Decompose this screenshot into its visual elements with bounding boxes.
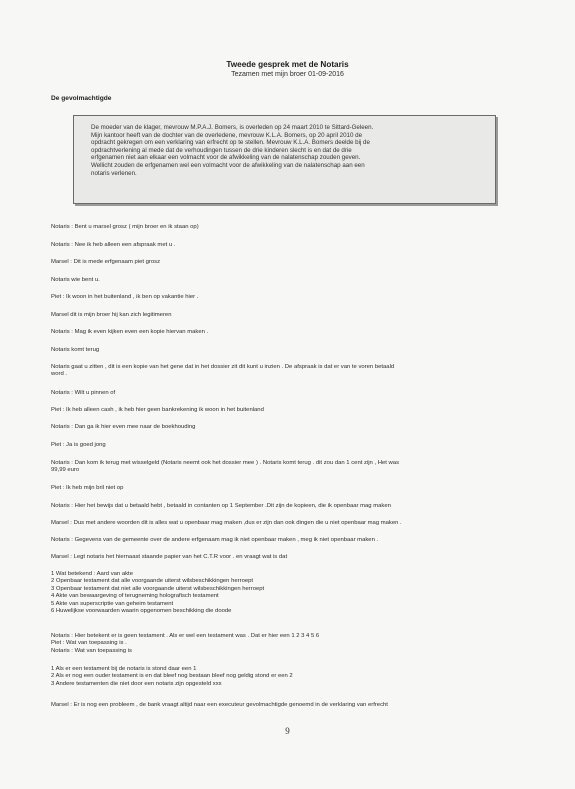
numbered-list: 1 Wat betekend : Aard van akte 2 Openbaar testament dat alle voorgaande uiterst wilsbeschikkingen herroept 3 Openbaar testament dat niet alle voorgaande uiterst wilsbeschikkingen herroept 4 Akte van bewaargeving of terugneming holografisch testament 5 Akte van superscriptie van geheim testament 6 Huwelijkse voorwaarden waarin opgenomen beschikking die doode xyxy=(51,571,265,615)
dialogue-line: Marsel : Er is nog een probleem , de bank vraagt altijd naar een executeur gevolmachtigde genoemd in de verklaring van erfrecht xyxy=(51,702,388,708)
dialogue-line: Notaris : Bent u marsel grosz ( mijn broer en ik staan op) xyxy=(51,224,199,230)
dialogue-line: Piet : Ik woon in het buitenland , ik ben op vakantie hier . xyxy=(51,294,199,300)
dialogue-line: Piet : Ja is goed jong xyxy=(51,442,106,448)
dialogue-line: Marsel dit is mijn broer hij kan zich legitimeren xyxy=(51,312,172,318)
numbered-list: 1 Als er een testament bij de notaris is stond daar een 1 2 Als er nog een ouder testament is en dat bleef nog bestaan bleef nog geldig stond er een 2 3 Andere testamenten die niet door een notaris zijn opgesteld xxx xyxy=(51,666,293,687)
dialogue-line: Notaris wie bent u. xyxy=(51,277,100,283)
dialogue-line: Notaris : Hier betekent er is geen testament . Als er wel een testament was . Dat er hier een 1 2 3 4 5 6 Piet : Wat van toepassing is . Notaris : Wat van toepassing is xyxy=(51,633,320,654)
dialogue-line: Notaris : Wilt u pinnen of xyxy=(51,390,116,396)
dialogue-line: Notaris : Dan kom ik terug met wisselgeld (Notaris neemt ook het dossier mee ) . Notaris komt terug . dit zou dan 1 cent zijn , Het was 99,99 euro xyxy=(51,460,400,474)
page-number: 9 xyxy=(285,726,290,736)
dialogue-line: Notaris : Hier het bewijs dat u betaald hebt , betaald in contanten op 1 September .Dit zijn de kopieen, die ik openbaar mag maken xyxy=(51,503,391,509)
document-subtitle: Tezamen met mijn broer 01-09-2016 xyxy=(231,71,344,78)
document-title: Tweede gesprek met de Notaris xyxy=(226,60,349,69)
section-heading: De gevolmachtigde xyxy=(51,95,112,102)
dialogue-line: Notaris komt terug xyxy=(51,347,100,353)
dialogue-line: Notaris gaat u zitten , dit is een kopie van het gene dat in het dossier zit dit kunt u inzien . De afspraak is dat er van te voren betaald word . xyxy=(51,364,395,378)
dialogue-line: Notaris : Gegevens van de gemeente over de andere erfgenaam mag ik niet openbaar maken , meg ik niet openbaar maken . xyxy=(51,537,379,543)
dialogue-line: Piet : Ik heb mijn bril niet op xyxy=(51,485,124,491)
quoted-letter-text: De moeder van de klager, mevrouw M.P.A.J. Bomers, is overleden op 24 maart 2010 te Sittard-Geleen. Mijn kantoor heeft van de dochter van de overledene, mevrouw K.L.A. Bomers, op 20 april 2010 de opdracht gekregen om een verklaring van erfrecht op te stellen. Mevrouw K.L.A. Bomers deelde bij de opdrachtverlening al mede dat de verhoudingen tussen de drie kinderen slecht is en dat de drie erfgenamen niet aan elkaar een volmacht voor de afwikkeling van de nalatenschap zouden geven. Wellicht zouden de erfgenamen wel een volmacht voor de afwikkeling van de nalatenschap aan een notaris verlenen. xyxy=(91,124,374,177)
dialogue-line: Marsel : Dit is mede erfgenaam piet grosz xyxy=(51,259,161,265)
quoted-letter-box xyxy=(73,115,496,204)
dialogue-line: Marsel : Dus met andere woorden dit is alles wat u openbaar mag maken ,dus er zijn dan ook dingen die u niet openbaar mag maken . xyxy=(51,520,402,526)
dialogue-line: Notaris : Nee ik heb alleen een afspraak met u . xyxy=(51,242,176,248)
dialogue-line: Marsel : Legt notaris het hiernaast staande papier van het C.T.R voor . en vraagt wat is dat xyxy=(51,554,288,560)
dialogue-line: Notaris : Dan ga ik hier even mee naar de boekhouding xyxy=(51,424,196,430)
dialogue-line: Notaris : Mag ik even kijken even een kopie hiervan maken . xyxy=(51,329,209,335)
dialogue-line: Piet : Ik heb alleen cash , ik heb hier geen bankrekening ik woon in het buitenland xyxy=(51,407,264,413)
